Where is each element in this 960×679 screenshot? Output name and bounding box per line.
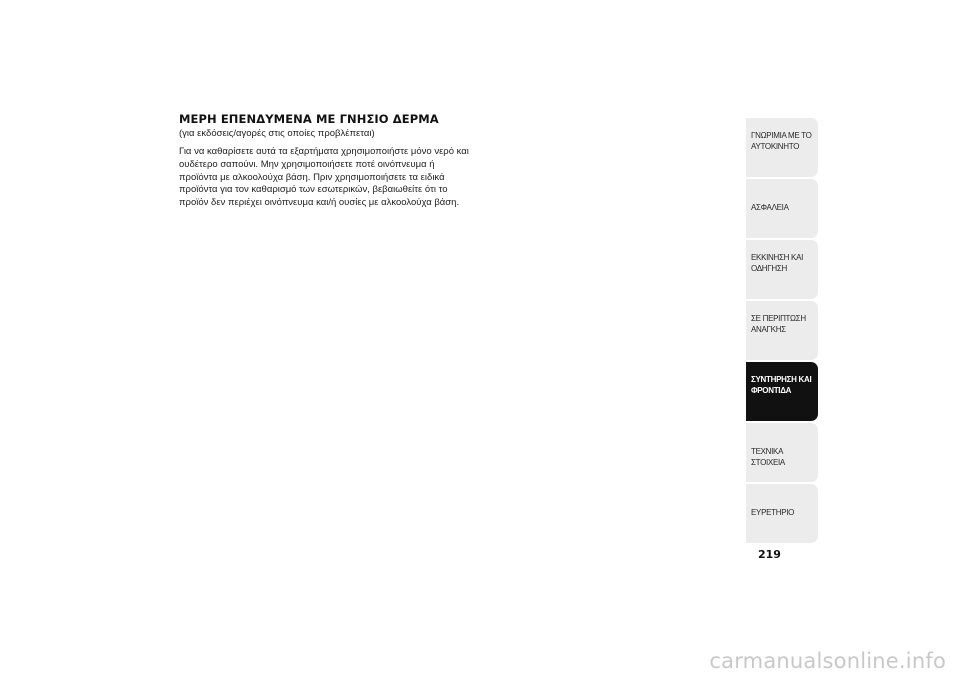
page-number: 219	[758, 548, 781, 561]
tab-getting-to-know-the-car[interactable]	[746, 118, 818, 177]
tab-label-line1: ΓΝΩΡΙΜΙΑ ΜΕ ΤΟ	[751, 131, 812, 140]
tab-label-line1: ΣΕ ΠΕΡΙΠΤΩΣΗ	[751, 314, 806, 323]
tab-label-line1: ΤΕΧΝΙΚΑ ΣΤΟΙΧΕΙΑ	[751, 447, 785, 467]
chapter-tabs	[746, 118, 818, 545]
tab-in-an-emergency[interactable]	[746, 301, 818, 360]
watermark: carmanualsonline.info	[709, 649, 946, 673]
tab-label-line1: ΑΣΦΑΛΕΙΑ	[751, 203, 789, 212]
section-title: ΜΕΡΗ ΕΠΕΝΔΥΜΕΝΑ ΜΕ ΓΝΗΣΙΟ ΔΕΡΜΑ	[179, 112, 439, 126]
tab-starting-and-driving[interactable]	[746, 240, 818, 299]
page-content	[179, 112, 479, 210]
section-body: Για να καθαρίσετε αυτά τα εξαρτήματα χρησιμοποιήστε μόνο νερό και ουδέτερο σαπούνι. Μην χρησιμοποιήσετε ποτέ οινόπνευμα ή προϊόντα με αλκοολούχα βάση. Πριν χρησιμοποιήσετε τα ειδικά προϊόντα για τον καθαρισμό των εσωτερικών, βεβαιωθείτε ότι το προϊόν δεν περιέχει οινόπνευμα και/ή ουσίες με αλκοολούχα βάση.	[179, 146, 469, 209]
tab-technical-specifications[interactable]	[746, 423, 818, 482]
tab-label-line1: ΕΚΚΙΝΗΣΗ ΚΑΙ	[751, 253, 804, 262]
tab-label-line2: ΦΡΟΝΤΙΔΑ	[751, 385, 792, 395]
tab-label-line1: ΣΥΝΤΗΡΗΣΗ ΚΑΙ	[751, 375, 812, 384]
tab-label-line2: ΟΔΗΓΗΣΗ	[751, 263, 787, 273]
tab-safety[interactable]	[746, 179, 818, 238]
tab-index[interactable]	[746, 484, 818, 543]
tab-label-line1: ΕΥΡΕΤΗΡΙΟ	[751, 508, 795, 517]
tab-label-line2: ΑΥΤΟΚΙΝΗΤΟ	[751, 141, 800, 151]
tab-label-line2: ΑΝΑΓΚΗΣ	[751, 324, 786, 334]
tab-servicing-and-care[interactable]	[746, 362, 818, 421]
section-subtitle: (για εκδόσεις/αγορές στις οποίες προβλέπεται)	[179, 128, 375, 139]
